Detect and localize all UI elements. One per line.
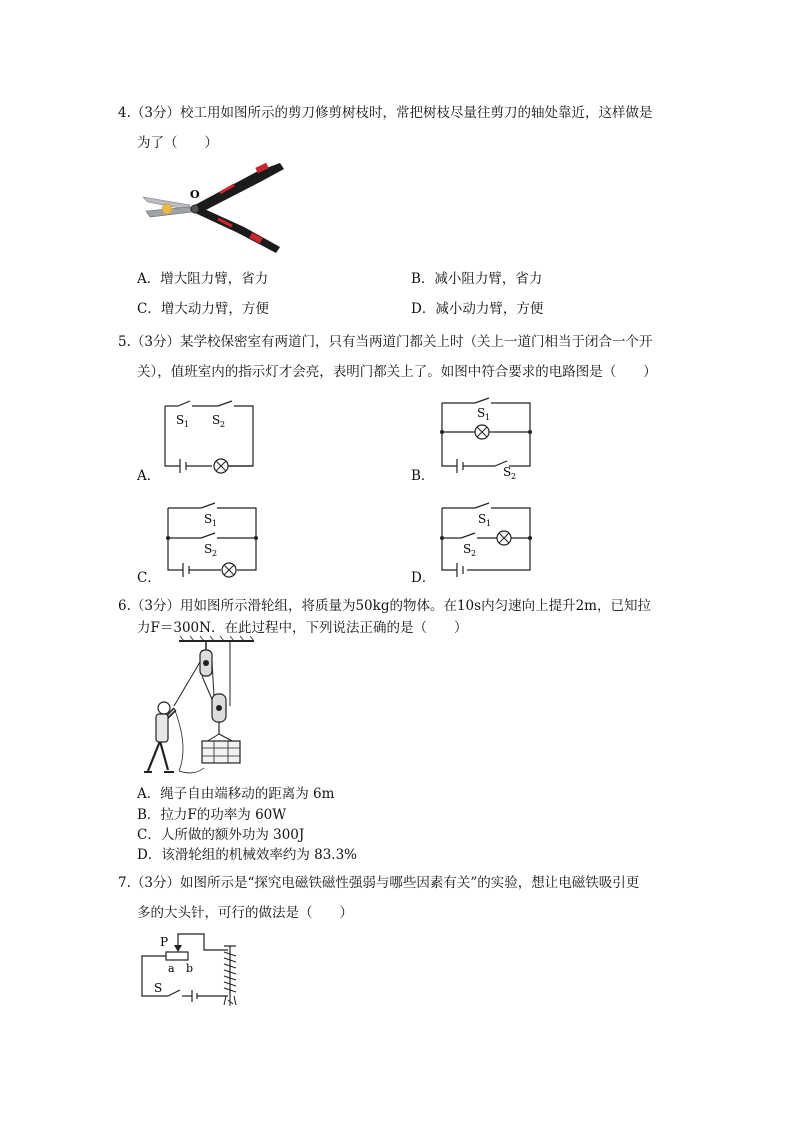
- svg-text:S: S: [477, 406, 486, 420]
- q4-option-b: B．减小阻力臂，省力: [411, 271, 543, 287]
- pulley-figure: [134, 636, 259, 781]
- q4-option-d: D．减小动力臂，方便: [411, 301, 544, 317]
- q5-option-d: D．: [411, 570, 436, 586]
- q4-option-a: A．增大阻力臂，省力: [137, 271, 269, 287]
- q4-stem-line1: 4.（3分）校工用如图所示的剪刀修剪树枝时，常把树枝尽量往剪刀的轴处靠近，这样做是: [118, 105, 653, 121]
- q5-option-c: C．: [137, 570, 161, 586]
- slider-label-p: P: [160, 935, 169, 949]
- q4-option-c: C．增大动力臂，方便: [137, 301, 269, 317]
- svg-text:1: 1: [486, 519, 492, 528]
- svg-text:S: S: [212, 413, 221, 427]
- q4-stem-line2: 为了（ ）: [137, 135, 218, 151]
- electromagnet-figure: [136, 930, 251, 1010]
- q6-option-a: A．绳子自由端移动的距离为 6m: [137, 786, 335, 802]
- svg-text:S: S: [478, 512, 487, 526]
- q5-option-a: A．: [137, 468, 161, 484]
- rheostat-label-a: a: [168, 962, 175, 975]
- svg-text:1: 1: [485, 413, 491, 422]
- svg-text:2: 2: [511, 472, 517, 481]
- circuit-c: [163, 500, 263, 580]
- svg-text:S: S: [204, 542, 213, 556]
- rheostat-label-b: b: [186, 962, 194, 975]
- q6-stem-line1: 6.（3分）用如图所示滑轮组，将质量为50kg的物体。在10s内匀速向上提升2m，已知拉: [118, 598, 651, 614]
- q7-stem-line2: 多的大头针，可行的做法是（ ）: [137, 905, 353, 921]
- switch-label-s: S: [154, 981, 163, 995]
- q7-stem-line1: 7.（3分）如图所示是“探究电磁铁磁性强弱与哪些因素有关”的实验，想让电磁铁吸引更: [118, 875, 640, 891]
- svg-text:S: S: [204, 512, 213, 526]
- scissors-figure: [138, 155, 288, 260]
- q6-option-b: B．拉力F的功率为 60W: [137, 807, 287, 823]
- svg-text:S: S: [463, 542, 472, 556]
- q6-stem-line2: 力F＝300N．在此过程中，下列说法正确的是（ ）: [137, 620, 468, 636]
- q5-option-b: B．: [411, 468, 435, 484]
- svg-text:1: 1: [184, 420, 190, 429]
- circuit-d: [437, 500, 537, 580]
- svg-text:2: 2: [471, 549, 477, 558]
- svg-text:S: S: [503, 465, 512, 479]
- svg-text:S: S: [176, 413, 185, 427]
- svg-text:1: 1: [212, 519, 218, 528]
- q5-stem-line1: 5.（3分）某学校保密室有两道门，只有当两道门都关上时（关上一道门相当于闭合一个开: [118, 334, 653, 350]
- q5-stem-line2: 关），值班室内的指示灯才会亮，表明门都关上了。如图中符合要求的电路图是（ ）: [137, 364, 657, 380]
- circuit-a: [160, 398, 260, 470]
- circuit-b: [437, 398, 537, 481]
- q6-option-d: D．该滑轮组的机械效率约为 83.3%: [137, 847, 358, 863]
- svg-text:2: 2: [212, 549, 218, 558]
- pivot-label-o: O: [190, 188, 200, 201]
- svg-text:2: 2: [220, 420, 226, 429]
- q6-option-c: C．人所做的额外功为 300J: [137, 827, 305, 843]
